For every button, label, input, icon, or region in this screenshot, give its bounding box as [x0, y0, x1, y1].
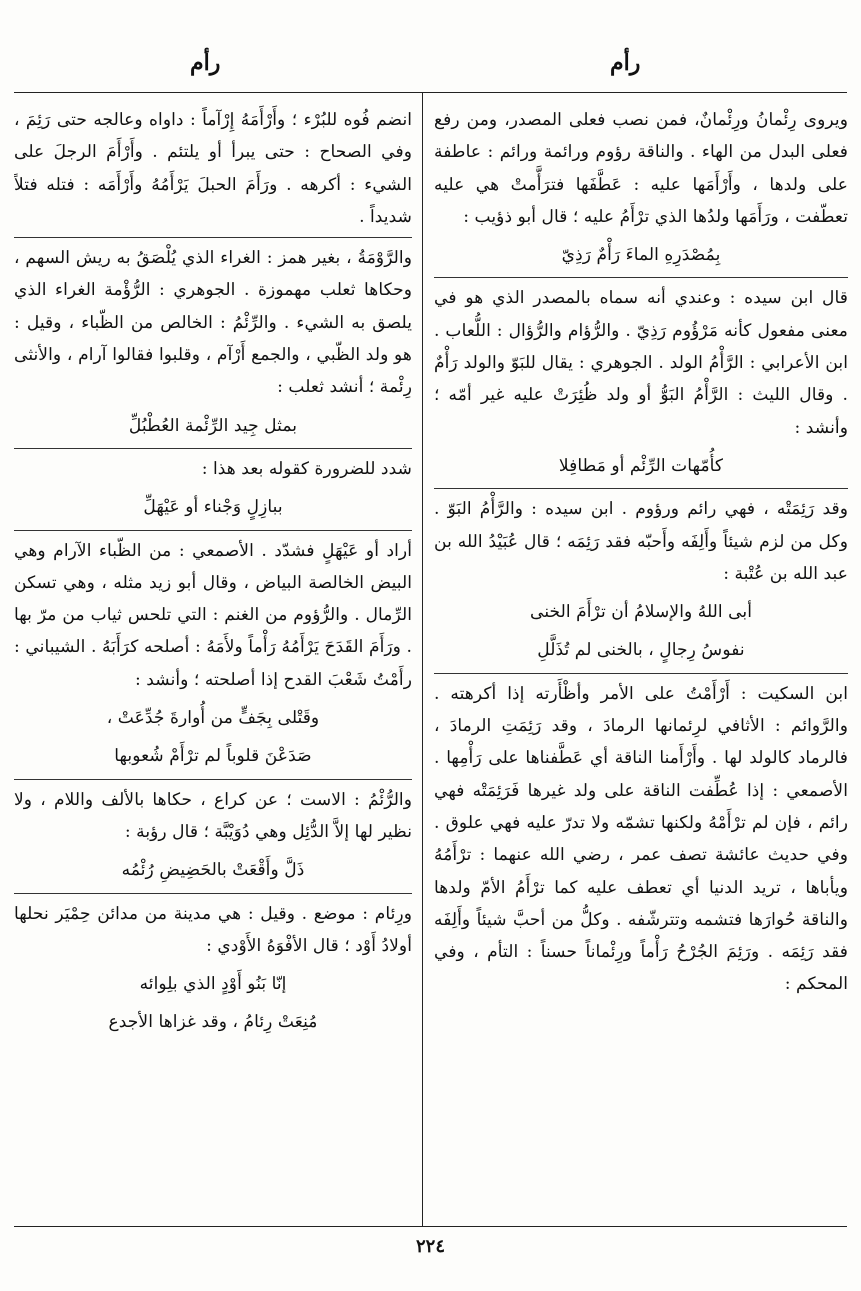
header-headword-right: رأم	[610, 50, 641, 76]
separator-rule	[14, 530, 412, 531]
left-column	[14, 104, 412, 1216]
verse-line: كأُمّهات الرِّئْم أو مَطافِلا	[558, 455, 724, 476]
verse-line: نفوسُ رِجالٍ ، بالخنى لم تُذَلَّلِ	[537, 640, 745, 661]
paragraph: أراد أو عَيْهَلٍ فشدّد . الأصمعي : من الظّباء الآرام وهي البيض الخالصة البياض ، وقال أبو زيد مثله ، وهي تسكن الرِّمال . والرُّؤوم من الغنم : التي تلحس ثياب من مرّ بها . ورَأَمَ القَدَحَ يَرْأَمُهُ رَأْماً ولأَمَهُ : أصلحه كرَأَبَهُ . الشيباني : رأَمْتُ شَعْبَ القدح إذا أصلحته ؛ وأنشد :	[14, 540, 412, 690]
verse-line: مُنِعَتْ رِئامُ ، وقد غزاها الأجدع	[108, 1012, 318, 1033]
verse-line: بمثل جِيد الرِّئْمة العُطْبُلِّ	[128, 415, 298, 436]
bottom-rule	[14, 1226, 847, 1227]
separator-rule	[14, 893, 412, 894]
paragraph: قال ابن سيده : وعندي أنه سماه بالمصدر الذي هو في معنى مفعول كأنه مَرْؤُوم رَذِيّ . والرُّؤام والرُّؤال : اللُّعاب . ابن الأعرابي : الرَّأْمُ الولد . الجوهري : يقال للبَوّ والولد رَأْمٌ . وقال الليث : الرَّأْمُ البَوُّ أو ولد ظُئِرَتْ عليه غير أمّه ؛ وأنشد :	[434, 288, 848, 438]
column-divider	[422, 93, 423, 1226]
verse-line: ببازِلٍ وَجْناء أو عَيْهَلِّ	[143, 497, 283, 518]
paragraph: وقد رَئِمَتْه ، فهي رائم ورؤوم . ابن سيده : والرَّأْمُ البَوّ . وكل من لزم شيئاً وأَلِفَه وأَحبّه فقد رَئِمَه ؛ قال عُبَيْدُ الله بن عبد الله بن عُتْبة :	[434, 499, 848, 584]
verse-line: ذَلَّ وأَقْعَتْ بالحَضِيضِ رُئْمُه	[121, 860, 305, 881]
top-rule	[14, 92, 847, 93]
separator-rule	[434, 488, 848, 489]
separator-rule	[14, 779, 412, 780]
separator-rule	[14, 237, 412, 238]
separator-rule	[434, 277, 848, 278]
verse-line: أبى اللهُ والإسلامُ أن ترْأَمَ الخنى	[530, 602, 752, 623]
paragraph: انضم فُوه للبُرْء ؛ وأَرْأَمَهُ إِرْآماً : داواه وعالجه حتى رَئِمَ ، وفي الصحاح : حتى يبرأ أو يلتئم . وأَرْأَمَ الرجلَ على الشيء : أكرهه . ورَأَمَ الحبلَ يَرْأَمُهُ وأَرْأَمَه : فتله فتلاً شديداً .	[14, 110, 412, 227]
paragraph: شدد للضرورة كقوله بعد هذا :	[201, 458, 412, 479]
paragraph: والرَّوْمَةُ ، بغير همز : الغراء الذي يُلْصَقُ به ريش السهم ، وحكاها ثعلب مهموزة . الجوهري : الرُّؤْمة الغراء الذي يلصق به الشيء . والرِّئْمُ : الخالص من الظّباء ، وقيل : هو ولد الظّبي ، والجمع أَرْآم ، وقلبوا فقالوا آرام ، والأنثى رِئْمة ؛ أنشد ثعلب :	[14, 248, 412, 398]
verse-line: إنّا بَنُو أَوْدٍ الذي بلِوائه	[139, 974, 287, 995]
paragraph: والرُّئْمُ : الاست ؛ عن كراع ، حكاها بالألف واللام ، ولا نظير لها إلاَّ الدُّئِل وهي دُوَيْبَّة ؛ قال رؤبة :	[14, 789, 412, 842]
verse-line: وقَتْلى بِجَفٍّ من أُوارةَ جُدِّعَتْ ،	[106, 708, 320, 729]
separator-rule	[14, 448, 412, 449]
separator-rule	[434, 673, 848, 674]
paragraph: ابن السكيت : أَرْأَمْتُ على الأمر وأظْأَرته إذا أكرهته . والرَّوائم : الأثافي لرِئمانها الرمادَ ، وقد رَئِمَتِ الرمادَ ، فالرماد كالولد لها . وأَرْأَمنا الناقة أي عَطَّفناها على رَأْمِها . الأصمعي : إذا عُطِّفت الناقة على ولد غيرها فَرَئِمَتْه فهي رائم ، فإن لم ترْأَمْهُ ولكنها تشمّه ولا تدرّ عليه فهي علوق . وفي حديث عائشة تصف عمر ، رضي الله عنهما : ترْأَمُهُ ويأباها ، تريد الدنيا أي تعطف عليه كما ترْأَمُ الأمّ ولدها والناقة حُوارَها فتشمه وتترشّفه . وكلُّ من أحبَّ شيئاً وأَلِفَه فقد رَئِمَه . ورَئِمَ الجُرْحُ رَأْماً ورِئْماناً حسناً : التأم ، وفي المحكم :	[434, 683, 848, 995]
paragraph: ورِئام : موضع . وقيل : هي مدينة من مدائن حِمْيَر نحلها أولادُ أَوْد ؛ قال الأفْوَهُ الأَوْدي :	[14, 903, 412, 956]
page-number: ٢٢٤	[415, 1236, 445, 1257]
paragraph: ويروى رِئْمانُ ورِئْمانٌ، فمن نصب فعلى المصدر، ومن رفع فعلى البدل من الهاء . والناقة رؤوم ورائمة ورائم : عاطفة على ولدها ، وأَرْأَمَها عليه : عَطَّفَها فترَأَّمتْ هي عليه تعطّفت ، ورَأَمَها ولدُها الذي ترْأَمُ عليه ؛ قال أبو ذؤيب :	[434, 110, 848, 227]
right-column	[434, 104, 848, 1216]
header-headword-left: رأم	[190, 50, 221, 76]
verse-line: صَدَعْنَ قلوباً لم ترْأَمْ شُعوبها	[114, 746, 312, 767]
verse-line: بِمُصْدَرِهِ الماءَ رَأْمٌ رَذِيّ	[561, 245, 721, 266]
